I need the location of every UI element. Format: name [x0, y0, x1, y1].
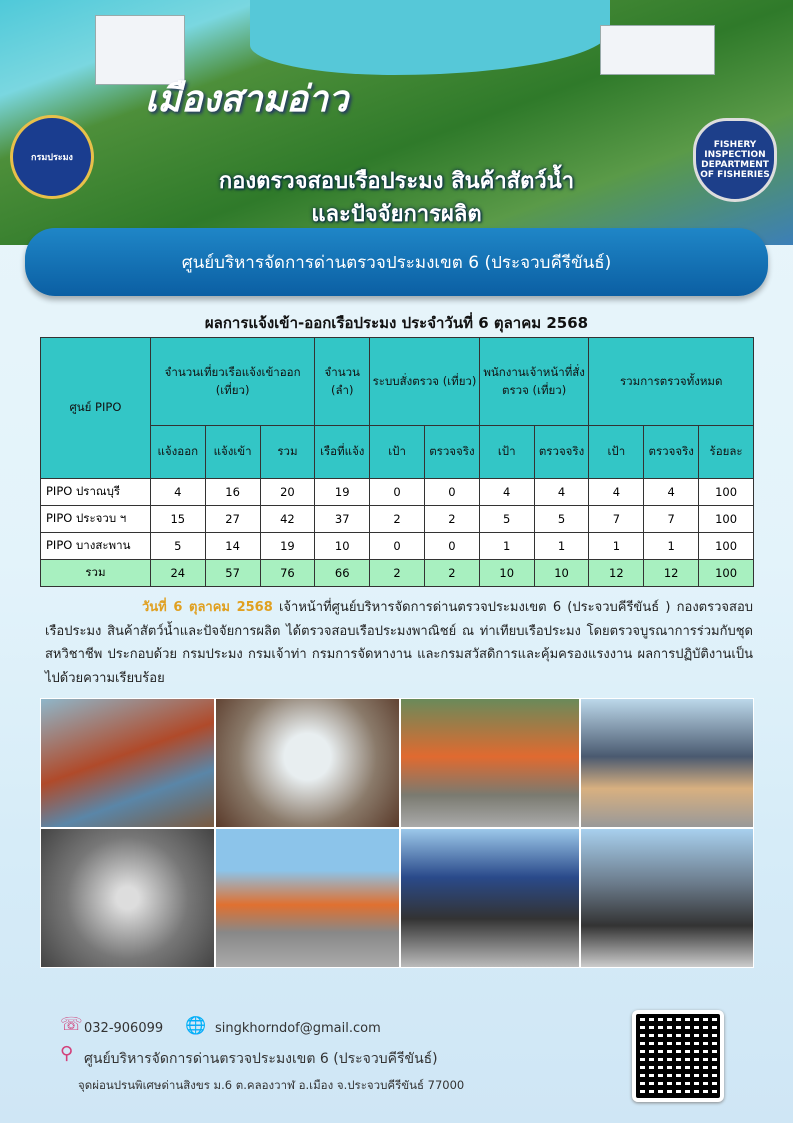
location-pin-icon: ⚲ [60, 1043, 74, 1064]
phone-number: 032-906099 [84, 1021, 164, 1036]
table-cell: 57 [205, 560, 260, 587]
table-row [41, 506, 754, 533]
table-cell: 76 [260, 560, 315, 587]
table-cell: 0 [370, 479, 425, 506]
center-name: รวม [41, 560, 151, 587]
photo-truck-inspection [580, 828, 754, 968]
table-cell: 2 [370, 560, 425, 587]
table-cell: 10 [534, 560, 589, 587]
table-cell: 14 [205, 533, 260, 560]
vessel-report-table [40, 337, 754, 587]
table-cell: 100 [699, 533, 754, 560]
table-cell: 5 [150, 533, 205, 560]
header-image [0, 0, 793, 245]
table-cell: 0 [424, 479, 479, 506]
table-cell: 37 [315, 506, 370, 533]
header-group: จำนวน (ลำ) [315, 338, 370, 426]
table-cell: 1 [479, 533, 534, 560]
header-group: จำนวนเที่ยวเรือแจ้งเข้าออก (เที่ยว) [150, 338, 314, 426]
header-sub: ร้อยละ [699, 426, 754, 479]
table-cell: 4 [150, 479, 205, 506]
center-name: PIPO ประจวบ ฯ [41, 506, 151, 533]
table-cell: 1 [644, 533, 699, 560]
table-row [41, 479, 754, 506]
header-group: พนักงานเจ้าหน้าที่สั่งตรวจ (เที่ยว) [479, 338, 589, 426]
table-cell: 7 [644, 506, 699, 533]
photo-fish-catch [40, 828, 215, 968]
header-sub: ตรวจจริง [534, 426, 589, 479]
header-sub: ตรวจจริง [644, 426, 699, 479]
table-cell: 7 [589, 506, 644, 533]
header-sub: ตรวจจริง [424, 426, 479, 479]
header-sub: รวม [260, 426, 315, 479]
table-cell: 42 [260, 506, 315, 533]
email[interactable]: singkhorndof@gmail.com [215, 1021, 381, 1036]
globe-icon: 🌐 [185, 1016, 207, 1036]
table-cell: 4 [479, 479, 534, 506]
center-name: PIPO บางสะพาน [41, 533, 151, 560]
header-sub: เป้า [370, 426, 425, 479]
header-sub: เรือที่แจ้ง [315, 426, 370, 479]
table-cell: 1 [534, 533, 589, 560]
table-cell: 19 [315, 479, 370, 506]
summary-text: เจ้าหน้าที่ศูนย์บริหารจัดการด่านตรวจประมงเขต 6 (ประจวบคีรีขันธ์ ) กองตรวจสอบเรือประมง สินค้าสัตว์น้ำและปัจจัยการผลิต ได้ตรวจสอบเรือประมงพาณิชย์ ณ ท่าเทียบเรือประมง โดยตรวจบูรณาการร่วมกับชุดสหวิชาชีพ ประกอบด้วย กรมประมง กรมเจ้าท่า กรมการจัดหางาน และกรมสวัสดิการและคุ้มครองแรงงาน ผลการปฏิบัติงานเป็นไปด้วยความเรียบร้อย [45, 600, 753, 686]
table-cell: 0 [424, 533, 479, 560]
table-title: ผลการแจ้งเข้า-ออกเรือประมง ประจำวันที่ 6 ตุลาคม 2568 [204, 314, 589, 332]
department-logo-left: กรมประมง [10, 115, 94, 199]
fishery-inspection-logo: FISHERY INSPECTION DEPARTMENT OF FISHERIES [693, 118, 777, 202]
report-date: วันที่ 6 ตุลาคม 2568 [142, 600, 273, 615]
table-cell: 15 [150, 506, 205, 533]
header-center: ศูนย์ PIPO [41, 338, 151, 479]
header-group: ระบบสั่งตรวจ (เที่ยว) [370, 338, 480, 426]
summary-paragraph [45, 596, 753, 690]
header-title-line1: กองตรวจสอบเรือประมง สินค้าสัตว์น้ำ [218, 169, 575, 194]
script-logo-text: เมืองสามอ่าว [145, 79, 349, 120]
table-cell: 4 [589, 479, 644, 506]
table-cell: 16 [205, 479, 260, 506]
photo-pier-inspection [400, 828, 580, 968]
table-cell: 1 [589, 533, 644, 560]
table-cell: 5 [479, 506, 534, 533]
table-cell: 20 [260, 479, 315, 506]
header-sub: แจ้งออก [150, 426, 205, 479]
table-cell: 4 [534, 479, 589, 506]
table-cell: 12 [589, 560, 644, 587]
table-cell: 0 [370, 533, 425, 560]
table-cell: 5 [534, 506, 589, 533]
table-cell: 24 [150, 560, 205, 587]
table-row [41, 533, 754, 560]
header-sub: แจ้งเข้า [205, 426, 260, 479]
photo-fish-hold [215, 698, 400, 828]
table-cell: 100 [699, 560, 754, 587]
header-sub: เป้า [479, 426, 534, 479]
table-cell: 4 [644, 479, 699, 506]
office-address: จุดผ่อนปรนพิเศษด่านสิงขร ม.6 ต.คลองวาฬ อ.เมือง จ.ประจวบคีรีขันธ์ 77000 [78, 1078, 465, 1092]
table-cell: 2 [370, 506, 425, 533]
photo-grid [40, 698, 754, 968]
phone-icon: ☏ [60, 1014, 83, 1035]
photo-officers-talking [580, 698, 754, 828]
center-name: PIPO ปราณบุรี [41, 479, 151, 506]
photo-fishing-boat [40, 698, 215, 828]
sea [250, 0, 610, 75]
table-cell: 100 [699, 506, 754, 533]
table-cell: 10 [479, 560, 534, 587]
photo-inspection-team [400, 698, 580, 828]
total-row [41, 560, 754, 587]
table-cell: 19 [260, 533, 315, 560]
center-banner: ศูนย์บริหารจัดการด่านตรวจประมงเขต 6 (ประจวบคีรีขันธ์) [25, 228, 768, 296]
office-name: ศูนย์บริหารจัดการด่านตรวจประมงเขต 6 (ประจวบคีรีขันธ์) [84, 1051, 438, 1067]
table-cell: 10 [315, 533, 370, 560]
table-cell: 2 [424, 506, 479, 533]
table-cell: 2 [424, 560, 479, 587]
header-title-line2: และปัจจัยการผลิต [311, 202, 482, 227]
qr-code[interactable] [632, 1010, 724, 1102]
table-cell: 66 [315, 560, 370, 587]
header-sub: เป้า [589, 426, 644, 479]
table-cell: 12 [644, 560, 699, 587]
photo-crew-group [215, 828, 400, 968]
table-cell: 100 [699, 479, 754, 506]
header-group: รวมการตรวจทั้งหมด [589, 338, 754, 426]
table-cell: 27 [205, 506, 260, 533]
